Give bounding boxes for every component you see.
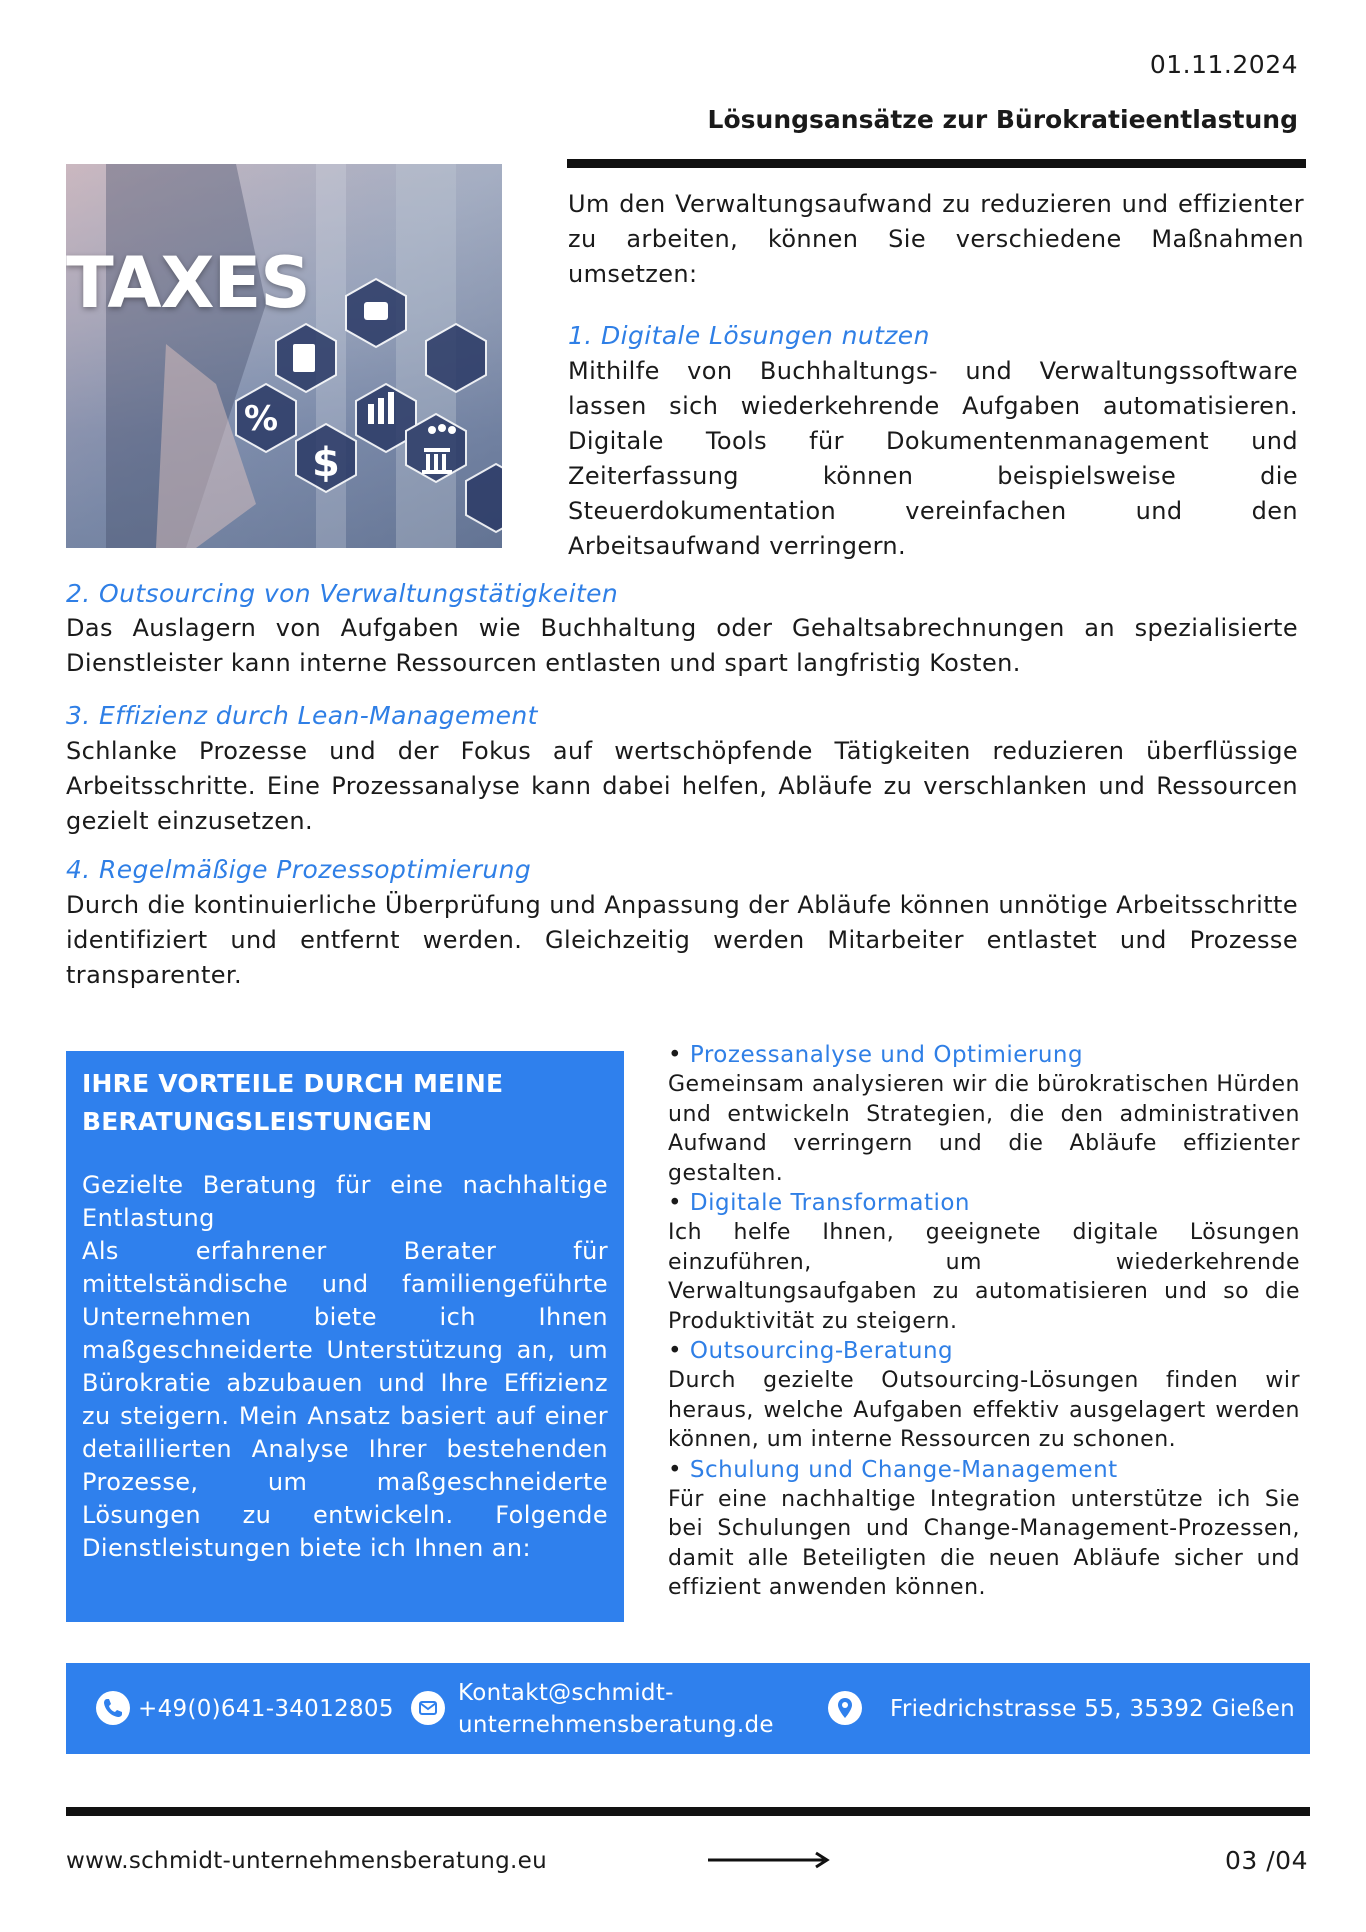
step-text-lean: Schlanke Prozesse und der Fokus auf wertschöpfende Tätigkeiten reduzieren überflüssige Arbeitsschritte. Eine Prozessanalyse kann dabei helfen, Abläufe zu verschlanken und Ressourcen gezielt einzusetzen.	[66, 737, 1298, 835]
service-bullet: •	[668, 1338, 683, 1364]
location-pin-icon-glyph	[828, 1691, 862, 1725]
service-title	[668, 1336, 1300, 1366]
step-heading-digital: 1. Digitale Lösungen nutzen	[568, 321, 930, 350]
address: Friedrichstrasse 55, 35392 Gießen	[890, 1696, 1296, 1722]
step-text-digital: Mithilfe von Buchhaltungs- und Verwaltungssoftware lassen sich wiederkehrende Aufgaben automatisieren. Digitale Tools für Dokumentenmanagement und Zeiterfassung können beispielsweise die Steuerdokumentation vereinfachen und den Arbeitsaufwand verringern.	[568, 357, 1298, 560]
service-title	[668, 1455, 1300, 1485]
email-line-2: unternehmensberatung.de	[458, 1712, 774, 1738]
arrow-right-icon-glyph	[706, 1850, 832, 1870]
phone-number[interactable]: +49(0)641-34012805	[138, 1696, 394, 1722]
service-title	[668, 1040, 1300, 1070]
phone-icon-glyph	[96, 1691, 130, 1725]
benefits-heading: IHRE VORTEILE DURCH MEINE BERATUNGSLEISTUNGEN	[82, 1069, 504, 1136]
service-bullet: •	[668, 1042, 683, 1068]
phone-icon	[96, 1691, 130, 1725]
service-title-text: Outsourcing-Beratung	[689, 1338, 954, 1364]
service-text: Ich helfe Ihnen, geeignete digitale Lösungen einzuführen, um wiederkehrende Verwaltungsaufgaben zu automatisieren und so die Produktivität zu steigern.	[668, 1220, 1300, 1334]
footer-divider	[66, 1807, 1310, 1816]
arrow-right-icon	[706, 1850, 832, 1874]
email-line-1: Kontakt@schmidt-	[458, 1680, 674, 1706]
intro-paragraph: Um den Verwaltungsaufwand zu reduzieren und effizienter zu arbeiten, können Sie verschiedene Maßnahmen umsetzen:	[568, 190, 1304, 288]
benefits-subtitle: Gezielte Beratung für eine nachhaltige Entlastung	[82, 1171, 608, 1232]
page-title: Lösungsansätze zur Bürokratieentlastung	[707, 105, 1298, 134]
step-heading-optimization: 4. Regelmäßige Prozessoptimierung	[66, 855, 532, 884]
step-heading-lean: 3. Effizienz durch Lean-Management	[66, 701, 538, 730]
benefits-text: Als erfahrener Berater für mittelständische und familiengeführte Unternehmen biete ich Ihnen maßgeschneiderte Unterstützung an, um Bürokratie abzubauen und Ihre Effizienz zu steigern. Mein Ansatz basiert auf einer detaillierten Analyse Ihrer bestehenden Prozesse, um maßgeschneiderte Lösungen zu entwickeln. Folgende Dienstleistungen biete ich Ihnen an:	[82, 1237, 608, 1562]
document-date: 01.11.2024	[1149, 50, 1298, 79]
svg-text:$: $	[312, 440, 340, 486]
benefits-box	[66, 1051, 624, 1622]
step-heading-outsourcing: 2. Outsourcing von Verwaltungstätigkeiten	[66, 579, 619, 608]
location-pin-icon	[828, 1691, 862, 1725]
page-number: 03 /04	[1225, 1846, 1308, 1875]
service-title	[668, 1188, 1300, 1218]
service-title-text: Prozessanalyse und Optimierung	[689, 1042, 1084, 1068]
step-text-optimization: Durch die kontinuierliche Überprüfung und Anpassung der Abläufe können unnötige Arbeitsschritte identifiziert und entfernt werden. Gleichzeitig werden Mitarbeiter entlastet und Prozesse transparenter.	[66, 891, 1298, 989]
email-link[interactable]	[458, 1677, 774, 1741]
mail-icon	[411, 1691, 445, 1725]
service-text: Durch gezielte Outsourcing-Lösungen finden wir heraus, welche Aufgaben effektiv ausgelagert werden können, um interne Ressourcen zu schonen.	[668, 1368, 1300, 1452]
service-bullet: •	[668, 1190, 683, 1216]
mail-icon-glyph	[411, 1691, 445, 1725]
services-list	[668, 1040, 1300, 1603]
service-title-text: Digitale Transformation	[689, 1190, 971, 1216]
svg-text:%: %	[244, 399, 279, 439]
contact-bar	[66, 1663, 1310, 1754]
hero-taxes-text: TAXES	[66, 242, 310, 324]
service-bullet: •	[668, 1456, 683, 1483]
service-title-text: Schulung und Change-Management	[689, 1456, 1118, 1483]
taxes-hero-image	[66, 164, 502, 548]
service-text: Gemeinsam analysieren wir die bürokratischen Hürden und entwickeln Strategien, die den administrativen Aufwand verringern und die Abläufe effizienter gestalten.	[668, 1072, 1300, 1186]
header-divider	[567, 159, 1306, 168]
service-text: Für eine nachhaltige Integration unterstütze ich Sie bei Schulungen und Change-Management-Prozessen, damit alle Beteiligten die neuen Abläufe sicher und effizient anwenden können.	[668, 1486, 1300, 1600]
step-text-outsourcing: Das Auslagern von Aufgaben wie Buchhaltung oder Gehaltsabrechnungen an spezialisierte Dienstleister kann interne Ressourcen entlasten und spart langfristig Kosten.	[66, 614, 1298, 677]
hero-background-graphic	[66, 164, 502, 548]
footer-website-link[interactable]: www.schmidt-unternehmensberatung.eu	[66, 1848, 547, 1874]
